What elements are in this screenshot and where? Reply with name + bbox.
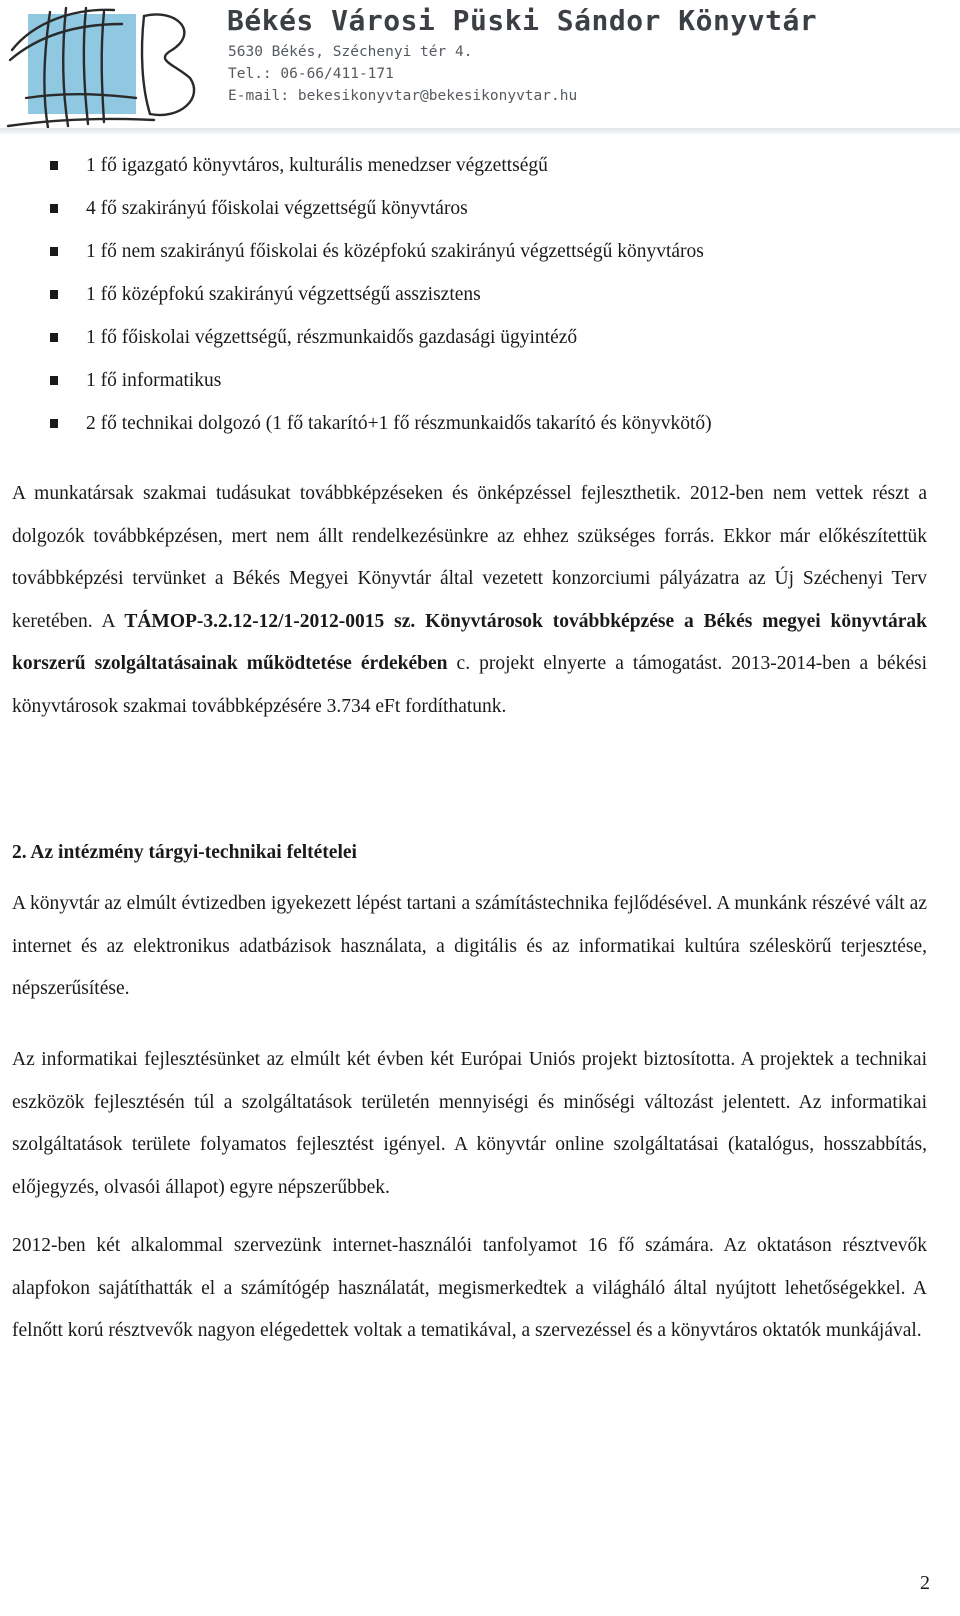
square-bullet-icon: [50, 161, 58, 170]
list-item: [46, 150, 712, 193]
page-number: 2: [920, 1572, 930, 1594]
list-item-text: 4 fő szakirányú főiskolai végzettségű könyvtáros: [86, 198, 468, 219]
square-bullet-icon: [50, 333, 58, 342]
staff-list: [46, 150, 712, 451]
library-logo: [4, 2, 204, 132]
training-text-end: c. projekt elnyerte a támogatást. 2013-2014-ben a békési könyvtárosok szakmai továbbképzésére 3.734 eFt fordíthatunk.: [12, 653, 927, 717]
library-address: 5630 Békés, Széchenyi tér 4.: [228, 44, 473, 60]
list-item-text: 1 fő nem szakirányú főiskolai és középfokú szakirányú végzettségű könyvtáros: [86, 241, 704, 262]
list-item: [46, 236, 712, 279]
list-item-text: 1 fő főiskolai végzettségű, részmunkaidős gazdasági ügyintéző: [86, 327, 578, 348]
list-item-text: 2 fő technikai dolgozó (1 fő takarító+1 fő részmunkaidős takarító és könyvkötő): [86, 413, 712, 434]
library-email: E-mail: bekesikonyvtar@bekesikonyvtar.hu: [228, 88, 578, 104]
list-item: [46, 408, 712, 451]
list-item-text: 1 fő középfokú szakirányú végzettségű asszisztens: [86, 284, 481, 305]
section-heading: 2. Az intézmény tárgyi-technikai feltételei: [12, 842, 357, 863]
training-paragraph: [12, 473, 927, 729]
training-text-start: A munkatársak szakmai tudásukat továbbképzéseken és önképzéssel fejleszthetik. 2012-ben nem vettek részt a dolgozók továbbképzésen, mert nem állt rendelkezésünkre az ehhez szükséges forrás. Ekkor már előkészítettük továbbképzési tervünket a Békés Megyei Könyvtár által vezetett konzorciumi pályázatra az Új Széchenyi Terv keretében. A: [12, 483, 927, 632]
square-bullet-icon: [50, 290, 58, 299]
project-title: TÁMOP-3.2.12-12/1-2012-0015 sz. Könyvtárosok továbbképzése a Békés megyei könyvtárak korszerű szolgáltatásainak működtetése érdekében: [12, 610, 927, 675]
library-name: Békés Városi Püski Sándor Könyvtár: [227, 4, 818, 37]
square-bullet-icon: [50, 419, 58, 428]
square-bullet-icon: [50, 376, 58, 385]
square-bullet-icon: [50, 247, 58, 256]
square-bullet-icon: [50, 204, 58, 213]
list-item: [46, 279, 712, 322]
list-item: [46, 193, 712, 236]
header-divider: [0, 128, 960, 134]
list-item-text: 1 fő igazgató könyvtáros, kulturális menedzser végzettségű: [86, 155, 548, 176]
list-item: [46, 322, 712, 365]
technical-paragraph-3: 2012-ben két alkalommal szervezünk internet-használói tanfolyamot 16 fő számára. Az oktatáson résztvevők alapfokon sajátíthatták el a számítógép használatát, megismerkedtek a világháló által nyújtott lehetőségekkel. A felnőtt korú résztvevők nagyon elégedettek voltak a tematikával, a szervezéssel és a könyvtáros oktatók munkájával.: [12, 1235, 927, 1342]
list-item: [46, 365, 712, 408]
library-phone: Tel.: 06-66/411-171: [228, 66, 394, 82]
technical-paragraph-1: A könyvtár az elmúlt évtizedben igyekezett lépést tartani a számítástechnika fejlődésével. A munkánk részévé vált az internet és az elektronikus adatbázisok használata, a digitális és az informatikai kultúra széleskörű terjesztése, népszerűsítése.: [12, 893, 927, 1000]
list-item-text: 1 fő informatikus: [86, 370, 222, 391]
technical-paragraph-2: Az informatikai fejlesztésünket az elmúlt két évben két Európai Uniós projekt biztosította. A projektek a technikai eszközök fejlesztésén túl a szolgáltatások területén mennyiségi és minőségi változást jelentett. Az informatikai szolgáltatások területe folyamatos fejlesztést igényel. A könyvtár online szolgáltatásai (katalógus, hosszabbítás, előjegyzés, olvasói állapot) egyre népszerűbbek.: [12, 1049, 927, 1198]
letterhead: [0, 0, 960, 140]
